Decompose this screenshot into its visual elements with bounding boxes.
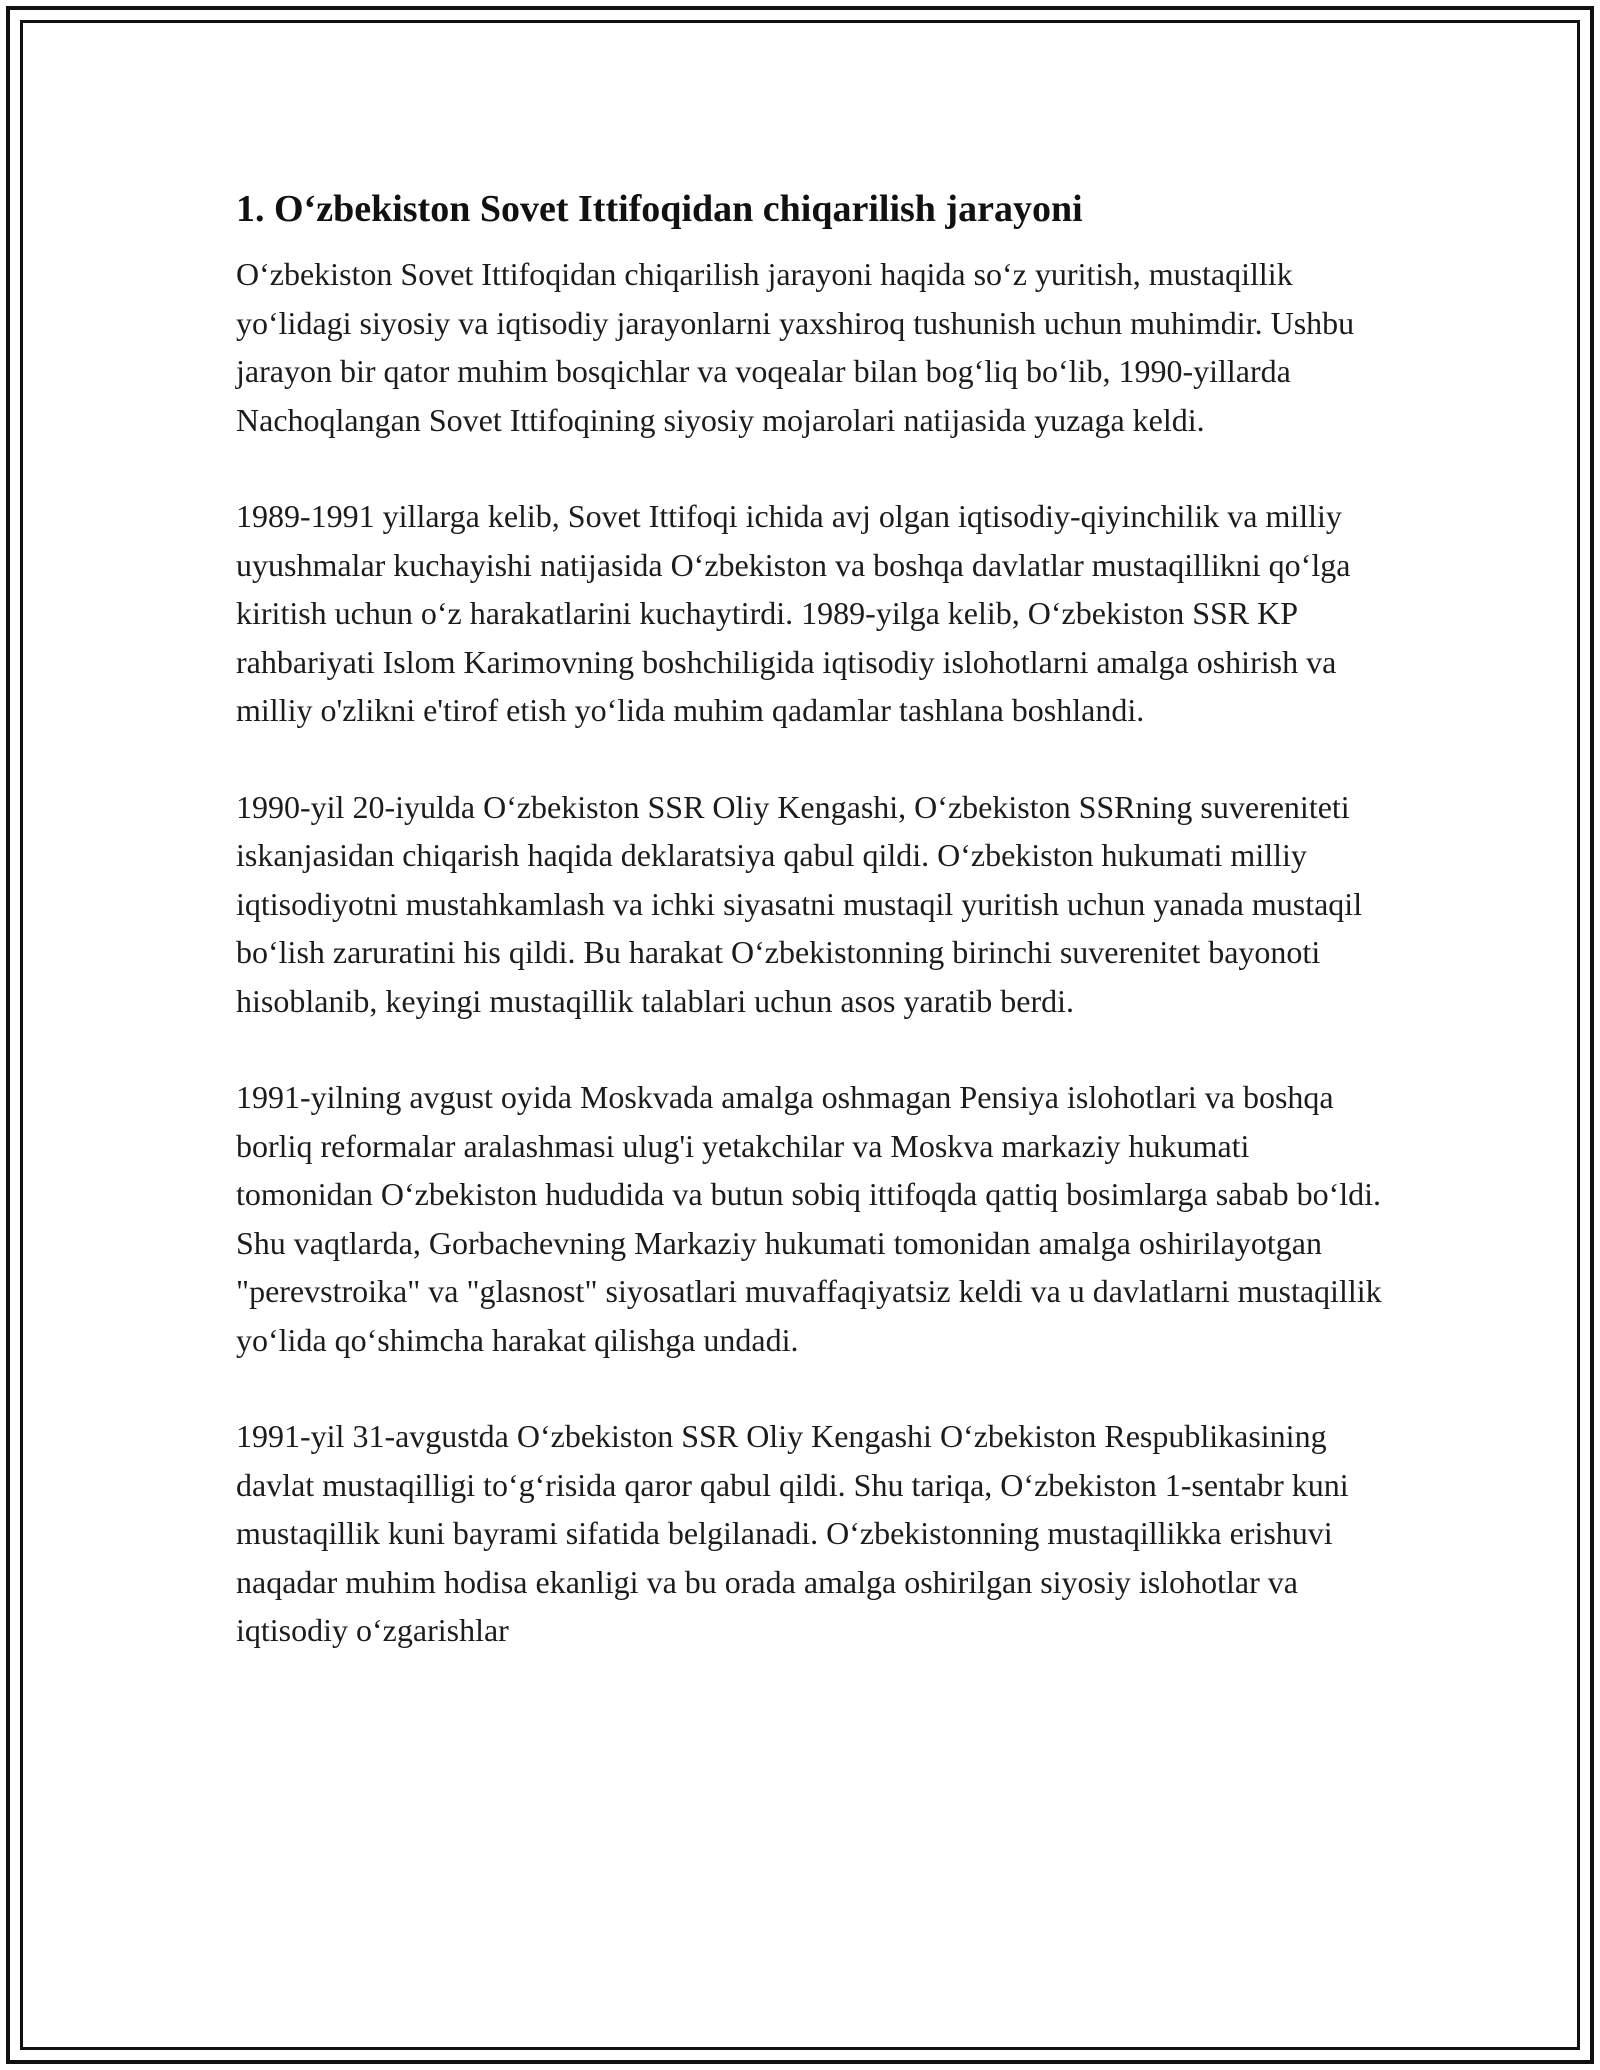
paragraph-2: 1989-1991 yillarga kelib, Sovet Ittifoqi ichida avj olgan iqtisodiy-qiyinchilik va milliy uyushmalar kuchayishi natijasida O‘zbekiston va boshqa davlatlar mustaqillikni qo‘lga kiritish uchun o‘z harakatlarini kuchaytirdi. 1989-yilga kelib, O‘zbekiston SSR KP rahbariyati Islom Karimovning boshchiligida iqtisodiy islohotlarni amalga oshirish va milliy o'zlikni e'tirof etish yo‘lida muhim qadamlar tashlana boshlandi.	[236, 498, 1351, 728]
section-heading: 1. O‘zbekiston Sovet Ittifoqidan chiqarilish jarayoni	[236, 188, 1083, 230]
paragraph-4: 1991-yilning avgust oyida Moskvada amalga oshmagan Pensiya islohotlari va boshqa borliq reformalar aralashmasi ulug'i yetakchilar va Moskva markaziy hukumati tomonidan O‘zbekiston hududida va butun sobiq ittifoqda qattiq bosimlarga sabab bo‘ldi. Shu vaqtlarda, Gorbachevning Markaziy hukumati tomonidan amalga oshirilayotgan "perevstroika" va "glasnost" siyosatlari muvaffaqiyatsiz keldi va u davlatlarni mustaqillik yo‘lida qo‘shimcha harakat qilishga undadi.	[236, 1079, 1382, 1358]
paragraph-1: O‘zbekiston Sovet Ittifoqidan chiqarilish jarayoni haqida so‘z yuritish, mustaqillik yo‘lidagi siyosiy va iqtisodiy jarayonlarni yaxshiroq tushunish uchun muhimdir. Ushbu jarayon bir qator muhim bosqichlar va voqealar bilan bog‘liq bo‘lib, 1990-yillarda Nachoqlangan Sovet Ittifoqining siyosiy mojarolari natijasida yuzaga keldi.	[236, 256, 1355, 438]
paragraph-5: 1991-yil 31-avgustda O‘zbekiston SSR Oliy Kengashi O‘zbekiston Respublikasining davlat mustaqilligi to‘g‘risida qaror qabul qildi. Shu tariqa, O‘zbekiston 1-sentabr kuni mustaqillik kuni bayrami sifatida belgilanadi. O‘zbekistonning mustaqillikka erishuvi naqadar muhim hodisa ekanligi va bu orada amalga oshirilgan siyosiy islohotlar va iqtisodiy o‘zgarishlar	[236, 1418, 1349, 1648]
paragraph-3: 1990-yil 20-iyulda O‘zbekiston SSR Oliy Kengashi, O‘zbekiston SSRning suvereniteti iskanjasidan chiqarish haqida deklaratsiya qabul qildi. O‘zbekiston hukumati milliy iqtisodiyotni mustahkamlash va ichki siyasatni mustaqil yuritish uchun yanada mustaqil bo‘lish zaruratini his qildi. Bu harakat O‘zbekistonning birinchi suverenitet bayonoti hisoblanib, keyingi mustaqillik talablari uchun asos yaratib berdi.	[236, 788, 1363, 1019]
document-body	[236, 186, 1386, 1703]
